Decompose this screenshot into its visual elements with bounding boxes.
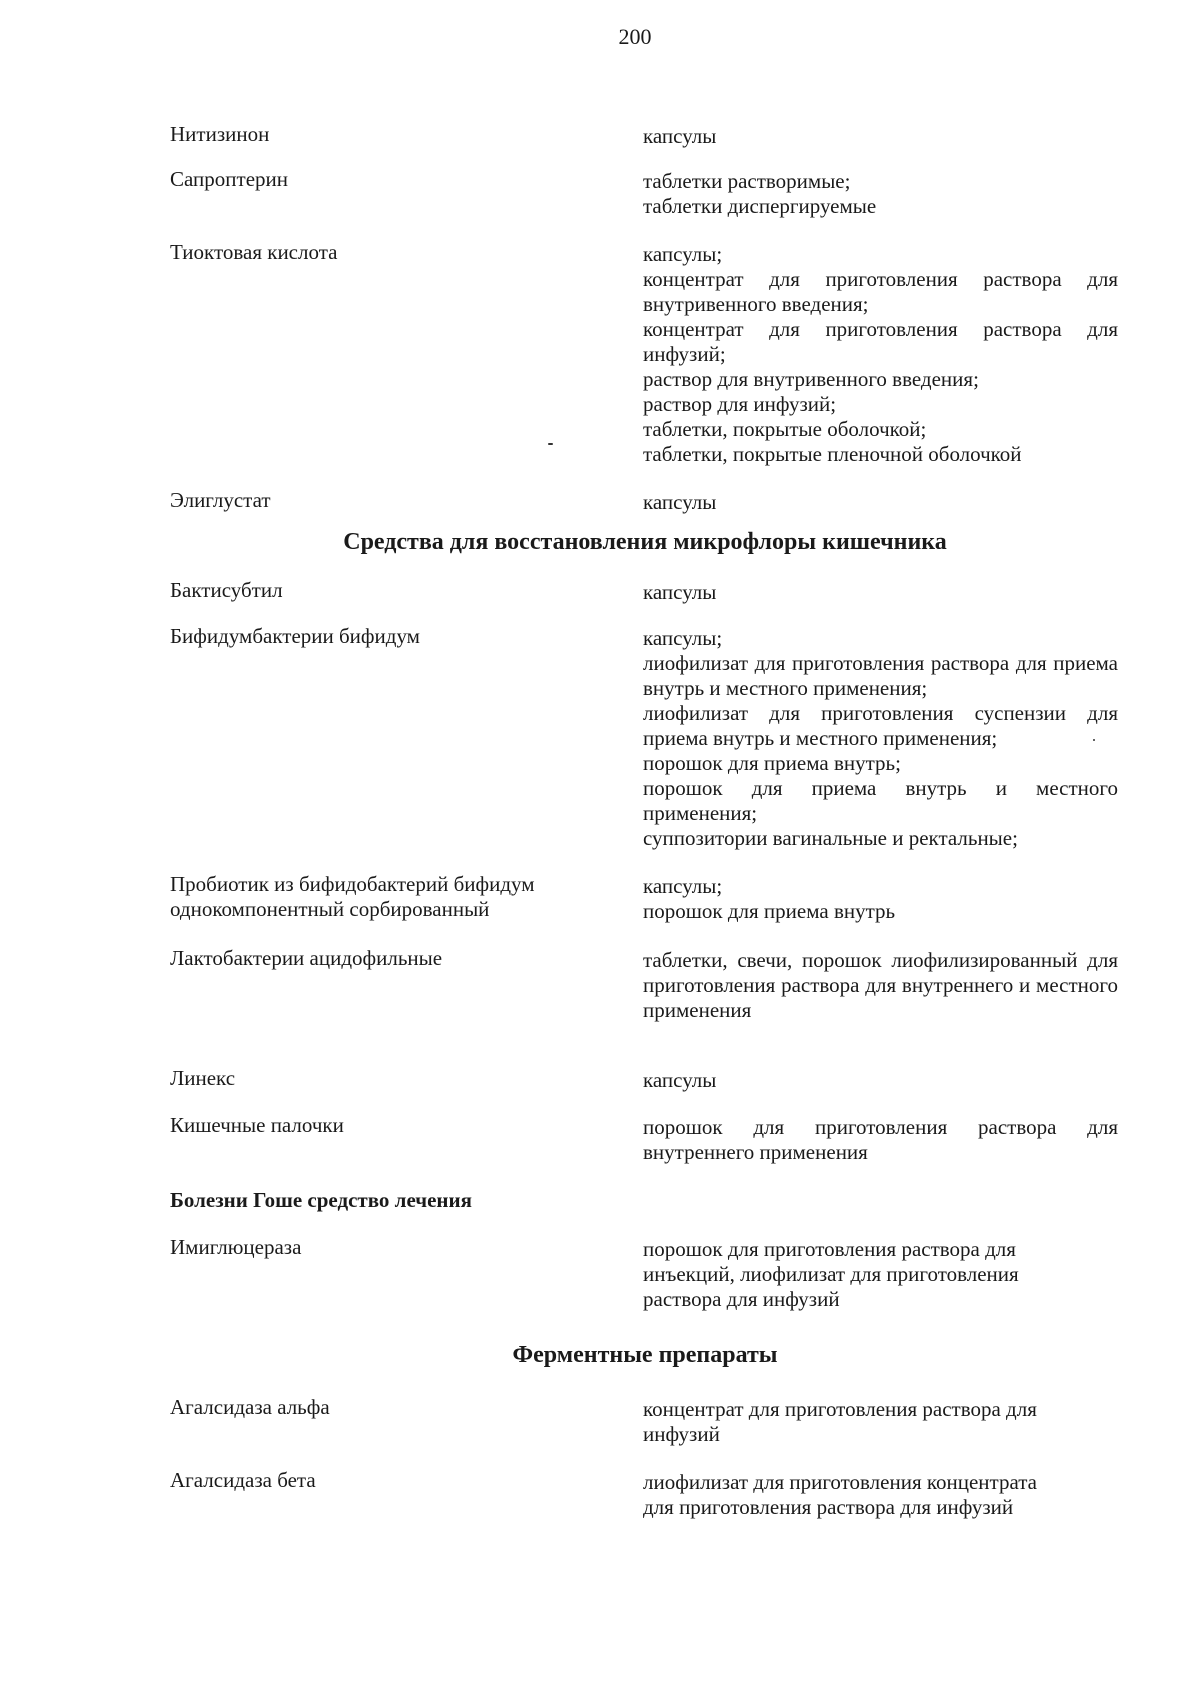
entry-name: Линекс <box>170 1066 236 1090</box>
entry-name: Тиоктовая кислота <box>170 240 338 264</box>
entry-forms: таблетки растворимые; таблетки диспергируемые <box>643 169 877 218</box>
entry-forms: капсулы; порошок для приема внутрь <box>643 874 896 923</box>
entry-name: Агалсидаза альфа <box>170 1395 330 1419</box>
entry-forms: таблетки, свечи, порошок лиофилизированный для приготовления раствора для внутреннего и местного применения <box>643 948 1118 1022</box>
entry-forms: лиофилизат для приготовления концентрата для приготовления раствора для инфузий <box>643 1470 1038 1519</box>
entry-name: Агалсидаза бета <box>170 1468 316 1492</box>
section-heading-microflora: Средства для восстановления микрофлоры кишечника <box>343 529 947 555</box>
entry-name: Кишечные палочки <box>170 1113 344 1137</box>
entry-forms: порошок для приготовления раствора для внутреннего применения <box>643 1115 1118 1164</box>
entry-name: Бактисубтил <box>170 578 283 602</box>
entry-forms: капсулы <box>643 490 717 514</box>
entry-forms: концентрат для приготовления раствора для инфузий <box>643 1397 1037 1446</box>
scan-speck <box>1093 739 1095 741</box>
entry-name: Нитизинон <box>170 122 270 146</box>
entry-forms: капсулы <box>643 1068 717 1092</box>
entry-name: Имиглюцераза <box>170 1235 302 1259</box>
page-number: 200 <box>618 24 652 49</box>
entry-forms: порошок для приготовления раствора для инъекций, лиофилизат для приготовления раствора для инфузий <box>643 1237 1019 1311</box>
entry-name: Сапроптерин <box>170 167 289 191</box>
entry-forms: капсулы; лиофилизат для приготовления раствора для приема внутрь и местного применения; лиофилизат для приготовления суспензии для приема внутрь и местного применения; порошок для приема внутрь; порошок для приема внутрь и местного применения; суппозитории вагинальные и ректальные; <box>643 626 1118 850</box>
subheading-gaucher: Болезни Гоше средство лечения <box>170 1188 472 1212</box>
entry-forms: капсулы <box>643 580 717 604</box>
entry-forms: капсулы <box>643 124 717 148</box>
entry-name: Пробиотик из бифидобактерий бифидум однокомпонентный сорбированный <box>170 872 535 921</box>
entry-forms: капсулы; концентрат для приготовления раствора для внутривенного введения; концентрат для приготовления раствора для инфузий; раствор для внутривенного введения; раствор для инфузий; таблетки, покрытые оболочкой; таблетки, покрытые пленочной оболочкой <box>643 242 1118 466</box>
section-heading-enzymes: Ферментные препараты <box>512 1342 778 1368</box>
entry-name: Бифидумбактерии бифидум <box>170 624 420 648</box>
entry-name: Лактобактерии ацидофильные <box>170 946 443 970</box>
entry-name: Элиглустат <box>170 488 271 512</box>
scan-speck <box>548 443 553 445</box>
